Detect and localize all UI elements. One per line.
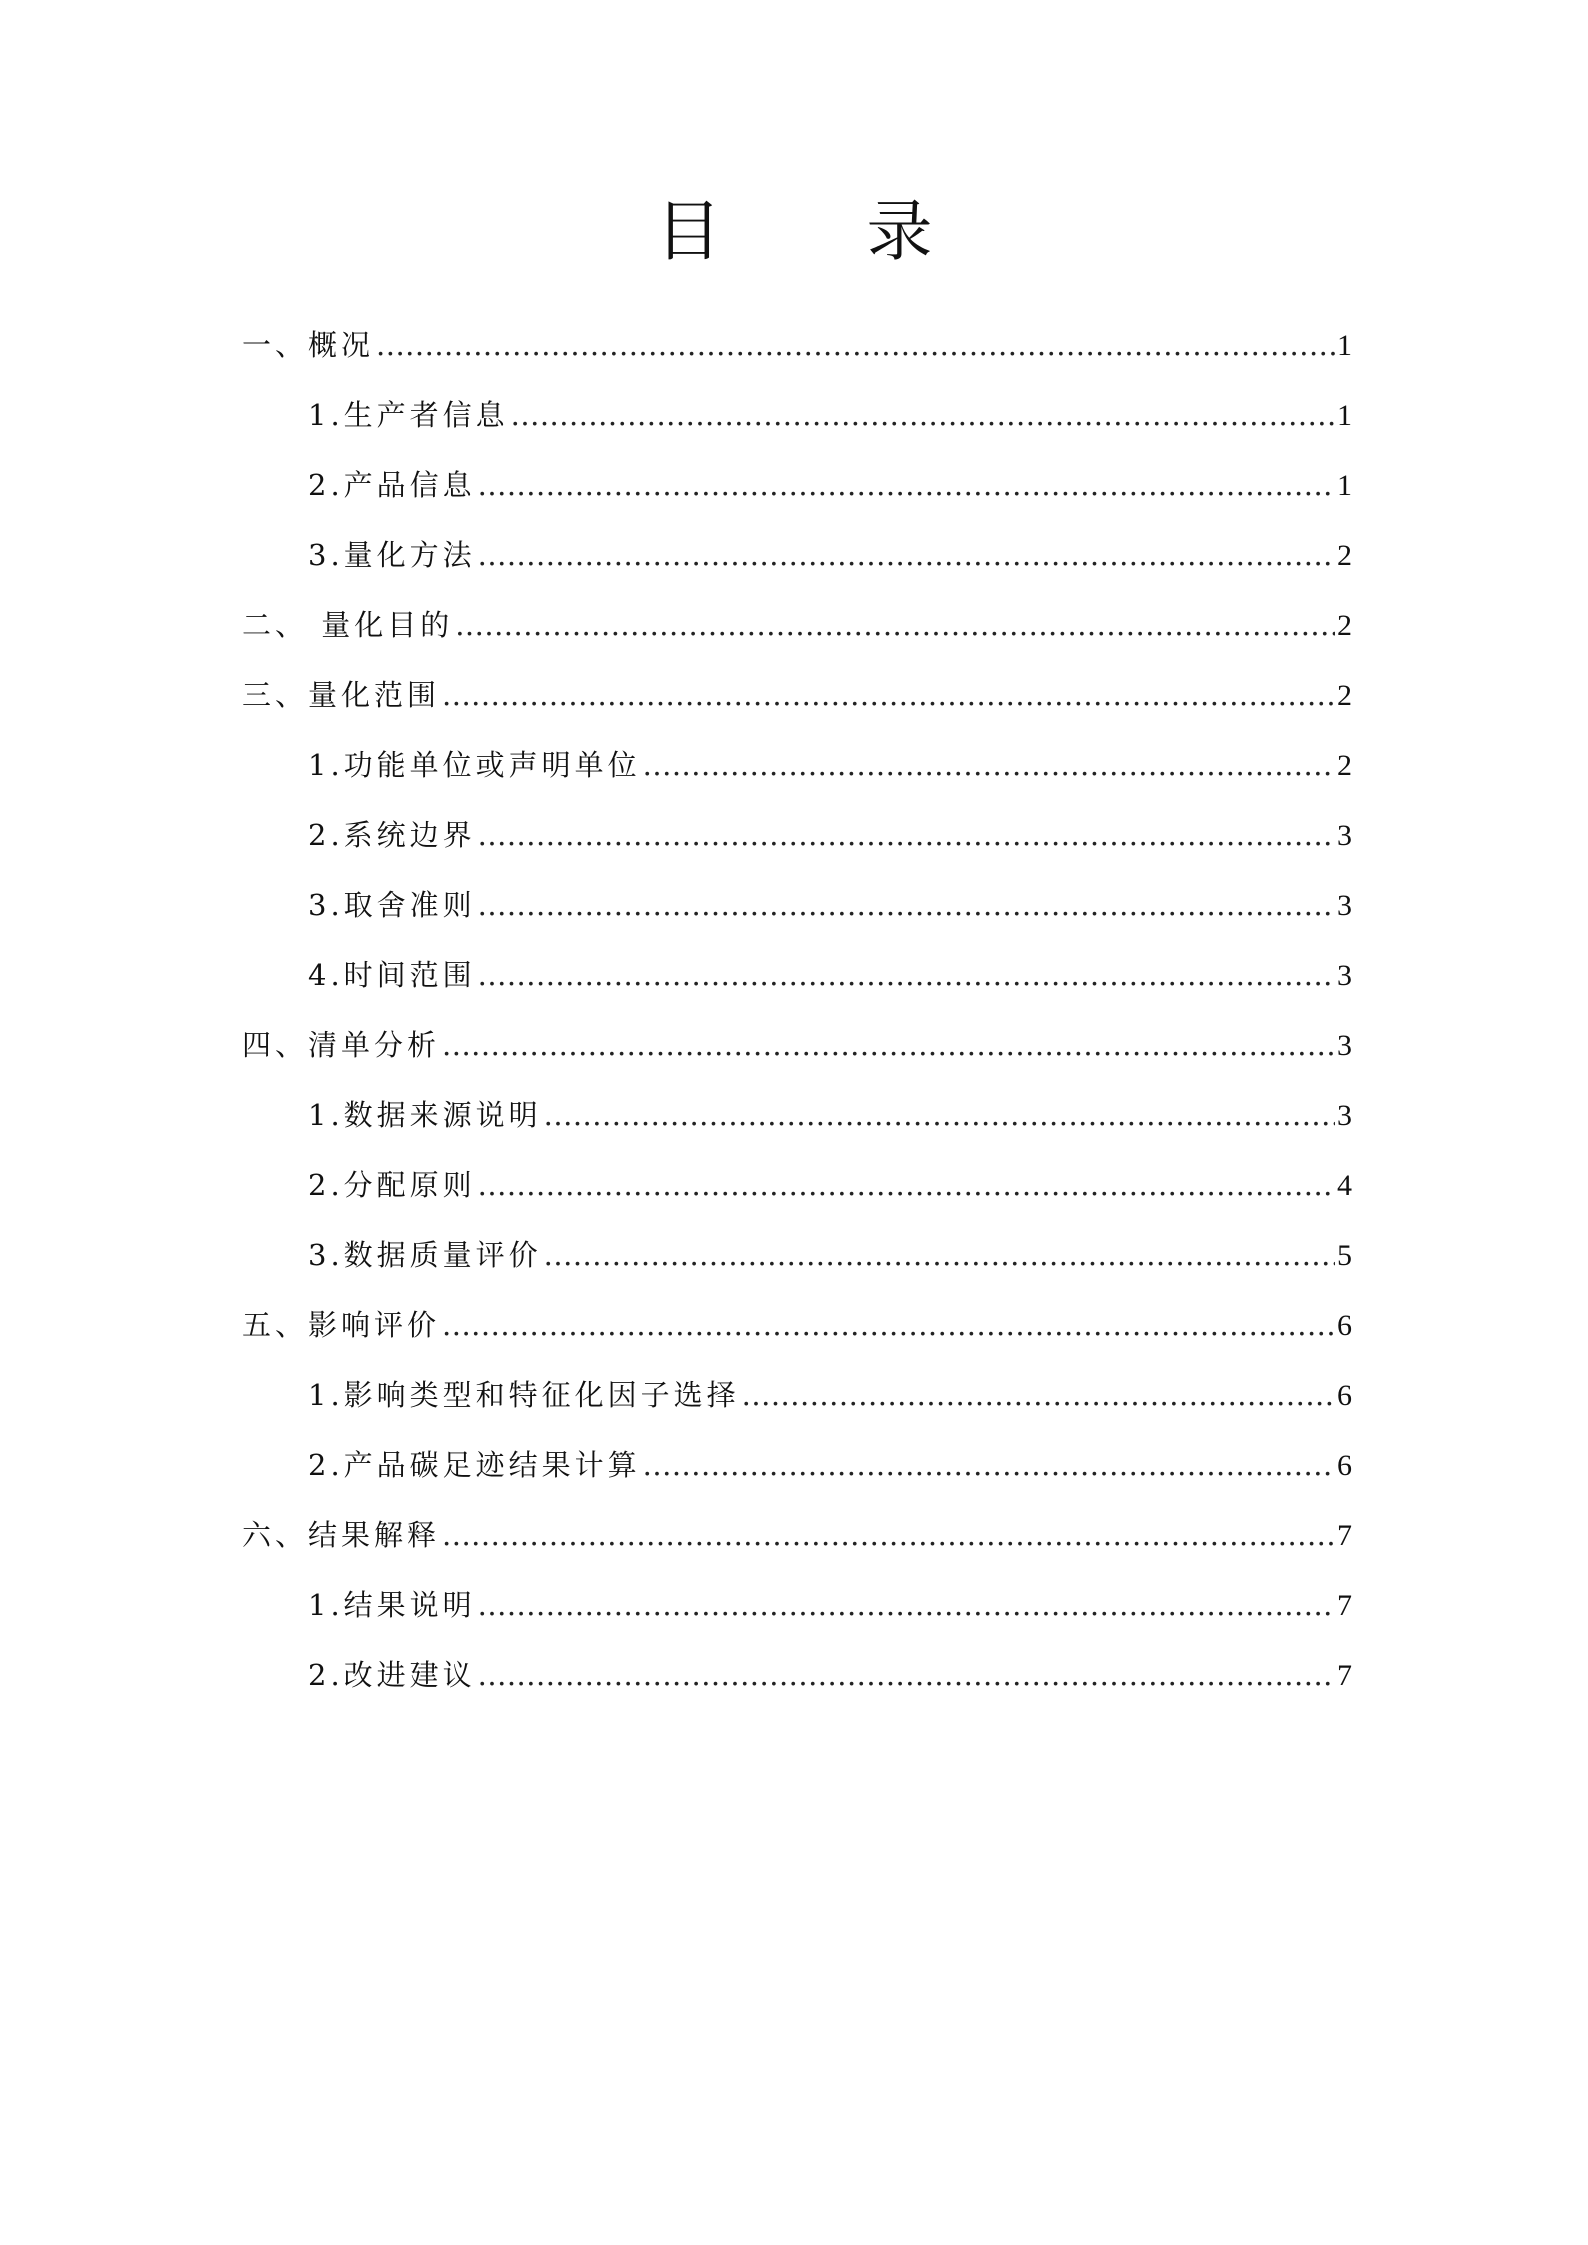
toc-page-number: 3 — [1337, 1099, 1352, 1132]
toc-subsection-entry[interactable] — [242, 1570, 1352, 1640]
toc-dot-leader — [478, 520, 1335, 590]
toc-dot-leader — [478, 1150, 1335, 1220]
toc-section-entry[interactable] — [242, 660, 1352, 730]
toc-dot-leader — [442, 1290, 1335, 1360]
toc-dot-leader — [478, 940, 1335, 1010]
toc-page-number: 1 — [1337, 399, 1352, 432]
toc-dot-leader — [643, 1430, 1335, 1500]
toc-subsection-entry[interactable] — [242, 1080, 1352, 1150]
toc-entry-label: 1.数据来源说明 — [308, 1098, 542, 1132]
toc-dot-leader — [478, 1640, 1335, 1710]
toc-entry-label: 3.量化方法 — [308, 538, 476, 572]
toc-entry-label: 一、概况 — [242, 328, 375, 362]
table-of-contents — [242, 310, 1352, 1710]
toc-page-number: 1 — [1337, 329, 1352, 362]
toc-entry-label: 3.取舍准则 — [308, 888, 476, 922]
page-title: 目 录 — [655, 193, 995, 270]
toc-section-entry[interactable] — [242, 1290, 1352, 1360]
toc-subsection-entry[interactable] — [242, 940, 1352, 1010]
toc-page-number: 3 — [1337, 959, 1352, 992]
toc-page-number: 1 — [1337, 469, 1352, 502]
toc-dot-leader — [442, 660, 1335, 730]
toc-page-number: 7 — [1337, 1589, 1352, 1622]
toc-dot-leader — [376, 310, 1335, 380]
toc-entry-label: 2.改进建议 — [308, 1658, 476, 1692]
toc-entry-label: 3.数据质量评价 — [308, 1238, 542, 1272]
toc-page-number: 2 — [1337, 539, 1352, 572]
toc-entry-label: 2.系统边界 — [308, 818, 476, 852]
toc-subsection-entry[interactable] — [242, 730, 1352, 800]
toc-dot-leader — [455, 590, 1335, 660]
toc-dot-leader — [511, 380, 1335, 450]
toc-page-number: 2 — [1337, 749, 1352, 782]
toc-subsection-entry[interactable] — [242, 800, 1352, 870]
toc-entry-label: 1.功能单位或声明单位 — [308, 748, 641, 782]
toc-subsection-entry[interactable] — [242, 1220, 1352, 1290]
toc-entry-label: 4.时间范围 — [308, 958, 476, 992]
toc-entry-label: 四、清单分析 — [242, 1028, 441, 1062]
toc-subsection-entry[interactable] — [242, 870, 1352, 940]
toc-dot-leader — [742, 1360, 1335, 1430]
toc-entry-label: 1.生产者信息 — [308, 398, 509, 432]
toc-section-entry[interactable] — [242, 1500, 1352, 1570]
toc-page-number: 2 — [1337, 679, 1352, 712]
toc-entry-label: 六、结果解释 — [242, 1518, 441, 1552]
toc-page-number: 6 — [1337, 1379, 1352, 1412]
toc-page-number: 4 — [1337, 1169, 1352, 1202]
toc-dot-leader — [478, 1570, 1335, 1640]
toc-dot-leader — [478, 870, 1335, 940]
toc-subsection-entry[interactable] — [242, 1150, 1352, 1220]
toc-entry-label: 2.产品信息 — [308, 468, 476, 502]
toc-subsection-entry[interactable] — [242, 1640, 1352, 1710]
toc-page-number: 5 — [1337, 1239, 1352, 1272]
toc-page-number: 3 — [1337, 819, 1352, 852]
toc-entry-label: 1.影响类型和特征化因子选择 — [308, 1378, 740, 1412]
toc-dot-leader — [478, 800, 1335, 870]
toc-entry-label: 2.产品碳足迹结果计算 — [308, 1448, 641, 1482]
toc-entry-label: 三、量化范围 — [242, 678, 441, 712]
toc-dot-leader — [442, 1500, 1335, 1570]
toc-dot-leader — [442, 1010, 1335, 1080]
toc-section-entry[interactable] — [242, 1010, 1352, 1080]
toc-page-number: 3 — [1337, 889, 1352, 922]
toc-section-entry[interactable] — [242, 590, 1352, 660]
toc-subsection-entry[interactable] — [242, 1360, 1352, 1430]
toc-entry-label: 二、 量化目的 — [242, 608, 454, 642]
toc-page-number: 7 — [1337, 1519, 1352, 1552]
toc-entry-label: 五、影响评价 — [242, 1308, 441, 1342]
toc-page-number: 6 — [1337, 1449, 1352, 1482]
toc-page-number: 3 — [1337, 1029, 1352, 1062]
toc-dot-leader — [544, 1080, 1335, 1150]
toc-subsection-entry[interactable] — [242, 520, 1352, 590]
toc-page-number: 2 — [1337, 609, 1352, 642]
toc-subsection-entry[interactable] — [242, 1430, 1352, 1500]
toc-subsection-entry[interactable] — [242, 450, 1352, 520]
toc-page-number: 7 — [1337, 1659, 1352, 1692]
toc-page-number: 6 — [1337, 1309, 1352, 1342]
toc-dot-leader — [478, 450, 1335, 520]
toc-dot-leader — [643, 730, 1335, 800]
toc-entry-label: 1.结果说明 — [308, 1588, 476, 1622]
toc-dot-leader — [544, 1220, 1335, 1290]
toc-section-entry[interactable] — [242, 310, 1352, 380]
toc-subsection-entry[interactable] — [242, 380, 1352, 450]
toc-entry-label: 2.分配原则 — [308, 1168, 476, 1202]
